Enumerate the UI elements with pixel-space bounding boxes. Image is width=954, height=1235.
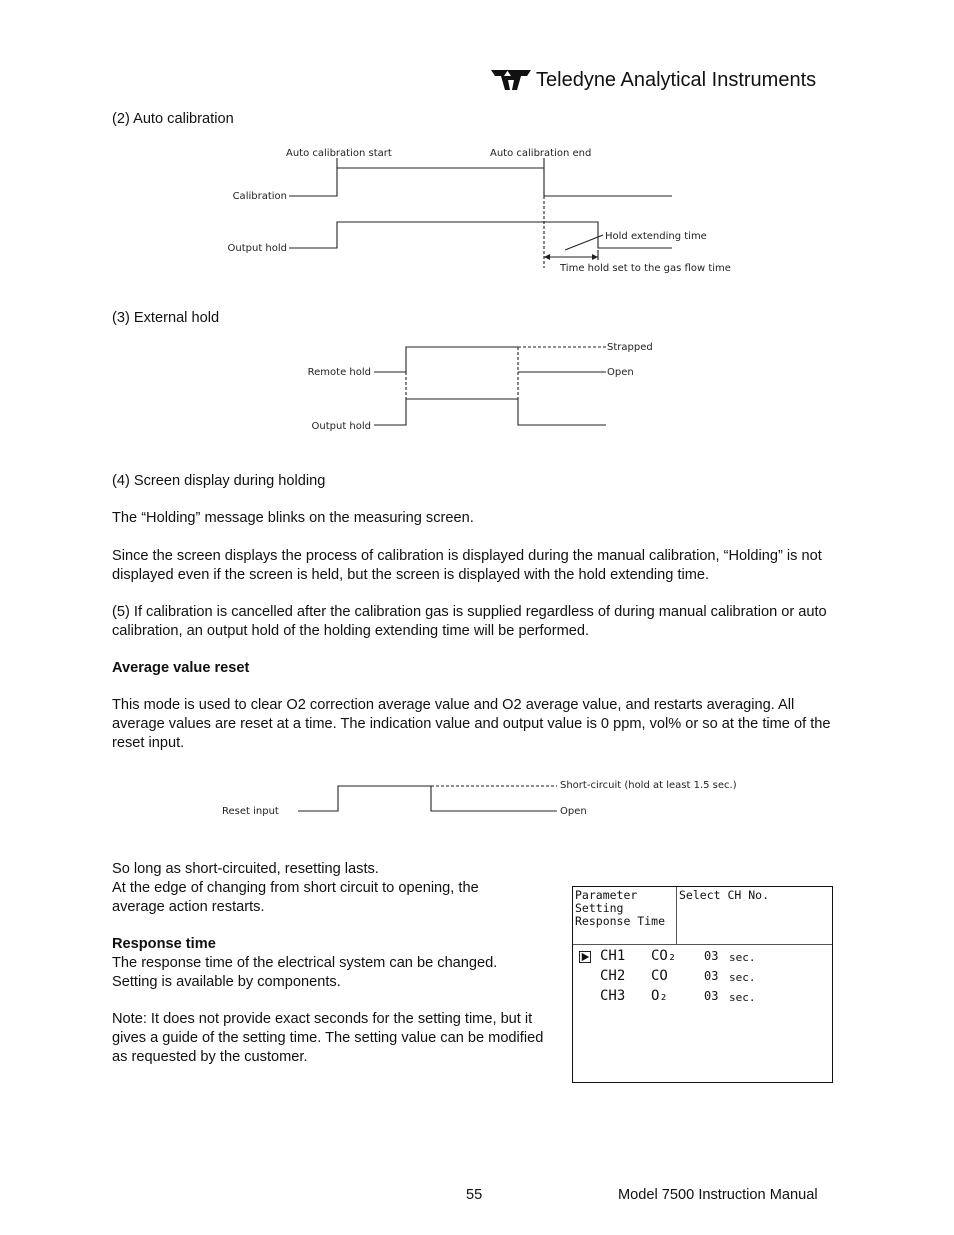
label-output-hold: Output hold — [227, 243, 287, 254]
lcd-screen — [572, 886, 833, 1083]
label-auto-cal-end: Auto calibration end — [490, 148, 592, 159]
lcd-channel: CH3 — [600, 988, 626, 1004]
lcd-gas: O₂ — [651, 988, 668, 1004]
label-auto-cal-start: Auto calibration start — [286, 148, 392, 159]
screen-display-p1: The “Holding” message blinks on the measuring screen. — [112, 510, 474, 526]
lcd-row-ch2[interactable] — [573, 968, 832, 988]
reset-timing-diagram — [0, 770, 954, 825]
label-ext-output-hold: Output hold — [311, 421, 371, 432]
lcd-unit: sec. — [729, 971, 756, 984]
teledyne-logo-icon — [490, 68, 532, 92]
lcd-title: Parameter Setting Response Time — [575, 888, 666, 928]
label-open: Open — [607, 367, 634, 378]
lcd-channel: CH1 — [600, 948, 626, 964]
lcd-header — [573, 887, 832, 945]
auto-cal-heading: (2) Auto calibration — [112, 111, 234, 127]
cancel-paragraph: (5) If calibration is cancelled after the calibration gas is supplied regardless of during manual calibration or auto calibration, an output hold of the holding extending time will be performed. — [112, 604, 827, 639]
label-time-hold: Time hold set to the gas flow time — [560, 263, 731, 274]
label-calibration: Calibration — [232, 191, 287, 202]
avg-reset-paragraph: This mode is used to clear O2 correction average value and O2 average value, and restarts averaging. All average values are reset at a time. The indication value and output value is 0 ppm, vol% or so at the time of the reset input. — [112, 697, 831, 751]
label-reset-open: Open — [560, 806, 587, 817]
lcd-value: 03 — [704, 989, 719, 1003]
screen-display-p2: Since the screen displays the process of calibration is displayed during the manual calibration, “Holding” is not displayed even if the screen is held, but the screen is displayed with the hold extending time. — [112, 548, 822, 583]
avg-reset-heading: Average value reset — [112, 660, 250, 676]
lcd-value: 03 — [704, 969, 719, 983]
ext-hold-heading: (3) External hold — [112, 310, 220, 326]
label-strapped: Strapped — [607, 342, 653, 353]
manual-title: Model 7500 Instruction Manual — [618, 1187, 818, 1203]
label-short-circuit: Short-circuit (hold at least 1.5 sec.) — [560, 780, 737, 791]
response-p1: The response time of the electrical system can be changed. Setting is available by components. — [112, 955, 498, 990]
reset-note-1: So long as short-circuited, resetting lasts. — [112, 861, 379, 877]
screen-display-heading: (4) Screen display during holding — [112, 473, 326, 489]
response-note: Note: It does not provide exact seconds for the setting time, but it gives a guide of the setting time. The setting value can be modified as requested by the customer. — [112, 1011, 544, 1065]
label-reset-input: Reset input — [222, 806, 279, 817]
reset-note-2: At the edge of changing from short circuit to opening, the average action restarts. — [112, 880, 479, 915]
auto-cal-timing-diagram — [0, 140, 954, 280]
lcd-value: 03 — [704, 949, 719, 963]
lcd-gas: CO — [651, 968, 668, 984]
lcd-gas: CO₂ — [651, 948, 677, 964]
ext-hold-timing-diagram — [0, 335, 954, 440]
response-heading: Response time — [112, 936, 216, 952]
lcd-row-ch3[interactable] — [573, 988, 832, 1008]
label-hold-extending: Hold extending time — [605, 231, 707, 242]
lcd-unit: sec. — [729, 951, 756, 964]
page-number: 55 — [466, 1187, 483, 1203]
lcd-select-prompt: Select CH No. — [679, 888, 770, 902]
lcd-unit: sec. — [729, 991, 756, 1004]
brand-name: Teledyne Analytical Instruments — [536, 68, 817, 91]
label-remote-hold: Remote hold — [307, 367, 371, 378]
lcd-channel: CH2 — [600, 968, 626, 984]
lcd-divider — [676, 887, 677, 944]
lcd-row-ch1[interactable] — [573, 948, 832, 968]
header-brand — [490, 66, 816, 94]
